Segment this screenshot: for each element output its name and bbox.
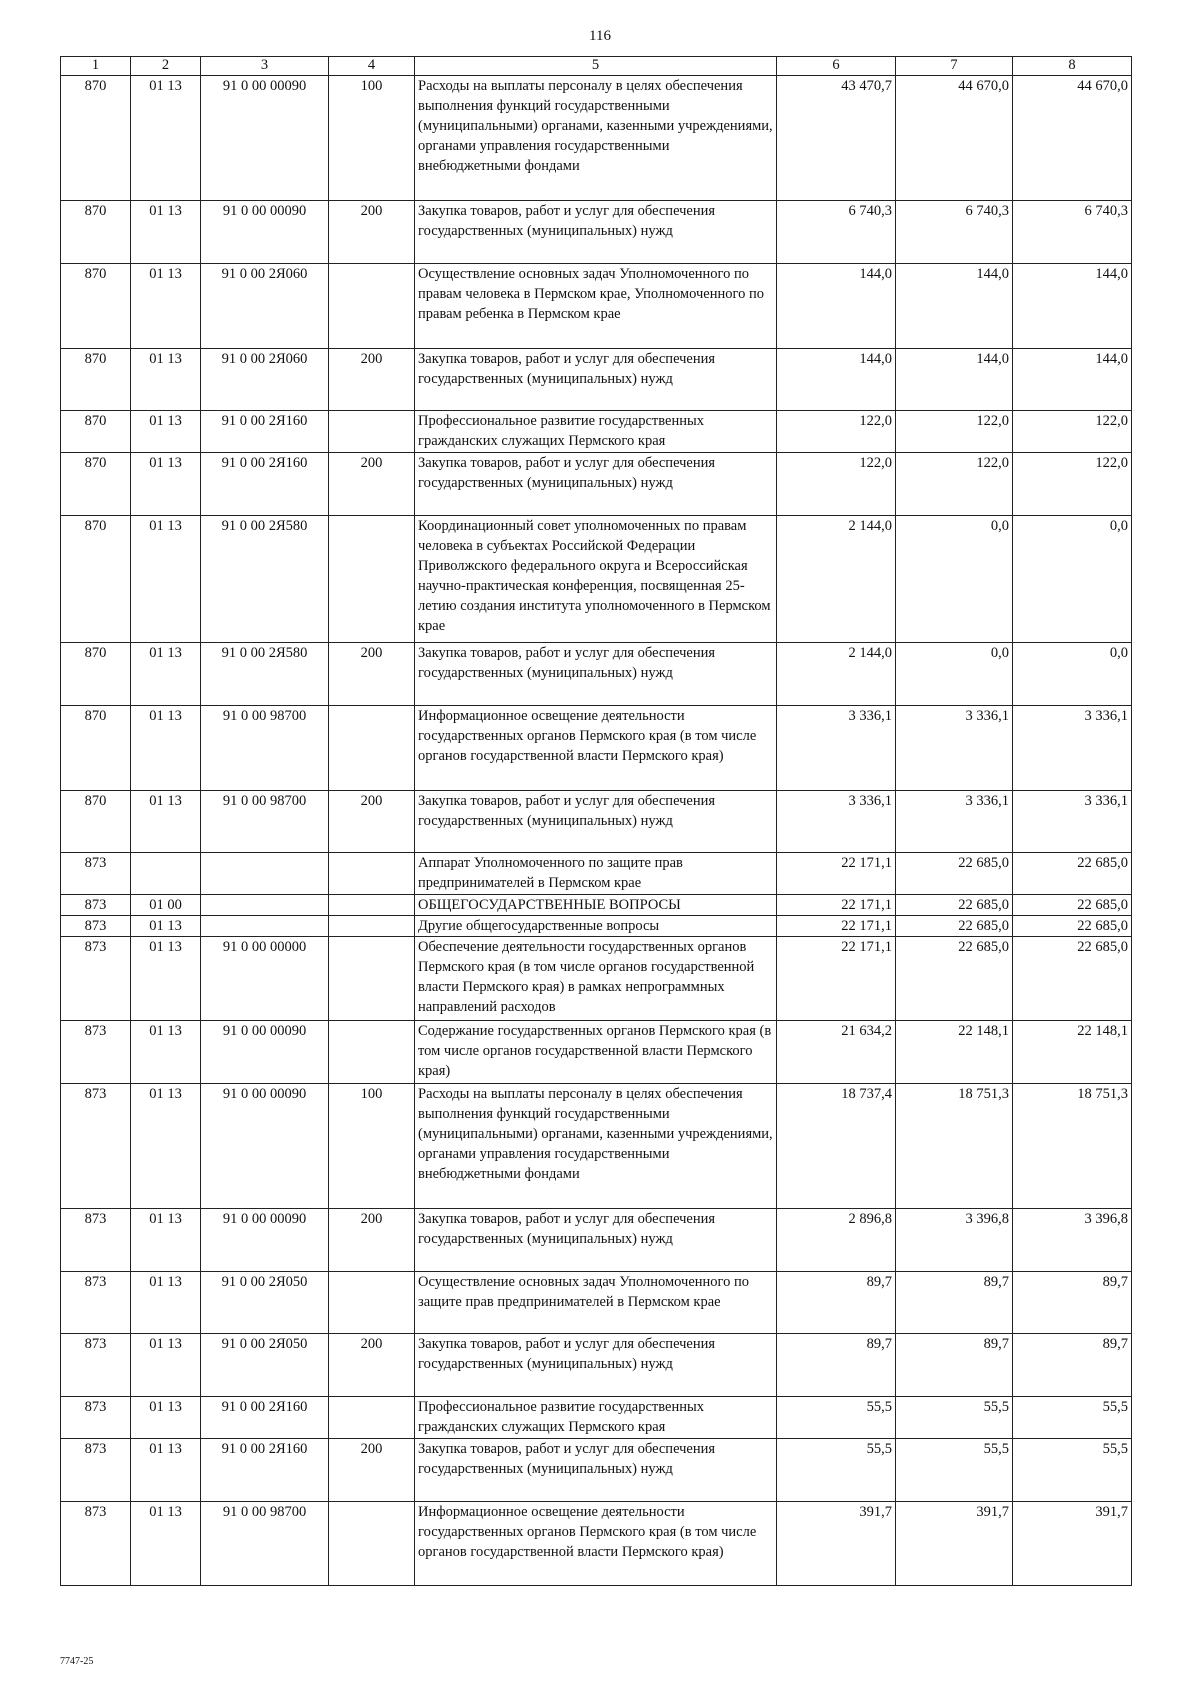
amount-cell-7: 44 670,0 [896, 76, 1013, 201]
table-row [61, 411, 1132, 453]
header-cell: 6 [777, 57, 896, 76]
table-row [61, 264, 1132, 349]
expense-type-cell [329, 895, 415, 916]
table-row [61, 453, 1132, 516]
amount-cell-6: 22 171,1 [777, 853, 896, 895]
expense-type-cell: 200 [329, 453, 415, 516]
expense-type-cell [329, 916, 415, 937]
expense-type-cell: 200 [329, 1439, 415, 1502]
section-code-cell: 01 13 [131, 791, 201, 853]
amount-cell-8: 3 336,1 [1013, 706, 1132, 791]
expense-type-cell: 200 [329, 349, 415, 411]
amount-cell-8: 3 336,1 [1013, 791, 1132, 853]
table-row [61, 853, 1132, 895]
target-article-cell: 91 0 00 98700 [201, 706, 329, 791]
amount-cell-6: 22 171,1 [777, 916, 896, 937]
target-article-cell: 91 0 00 00090 [201, 1209, 329, 1272]
section-code-cell: 01 13 [131, 1084, 201, 1209]
table-row [61, 1397, 1132, 1439]
amount-cell-8: 122,0 [1013, 411, 1132, 453]
target-article-cell [201, 895, 329, 916]
expense-type-cell: 200 [329, 201, 415, 264]
ministry-code-cell: 870 [61, 453, 131, 516]
table-row [61, 1502, 1132, 1586]
amount-cell-7: 55,5 [896, 1439, 1013, 1502]
page-number: 116 [589, 28, 611, 44]
expense-type-cell [329, 853, 415, 895]
ministry-code-cell: 873 [61, 1272, 131, 1334]
expense-type-cell: 100 [329, 76, 415, 201]
expense-type-cell: 100 [329, 1084, 415, 1209]
amount-cell-7: 3 396,8 [896, 1209, 1013, 1272]
header-cell: 2 [131, 57, 201, 76]
amount-cell-6: 2 144,0 [777, 643, 896, 706]
amount-cell-7: 89,7 [896, 1272, 1013, 1334]
table-row [61, 895, 1132, 916]
expense-type-cell [329, 1502, 415, 1586]
expense-type-cell [329, 706, 415, 791]
table-row [61, 1334, 1132, 1397]
amount-cell-6: 391,7 [777, 1502, 896, 1586]
amount-cell-6: 2 144,0 [777, 516, 896, 643]
amount-cell-7: 55,5 [896, 1397, 1013, 1439]
ministry-code-cell: 873 [61, 853, 131, 895]
ministry-code-cell: 873 [61, 1084, 131, 1209]
header-cell: 1 [61, 57, 131, 76]
description-cell: Осуществление основных задач Уполномоченного по защите прав предпринимателей в Пермском крае [415, 1272, 777, 1334]
amount-cell-7: 6 740,3 [896, 201, 1013, 264]
target-article-cell: 91 0 00 2Я060 [201, 349, 329, 411]
amount-cell-6: 55,5 [777, 1397, 896, 1439]
amount-cell-8: 55,5 [1013, 1439, 1132, 1502]
table-row [61, 201, 1132, 264]
description-cell: Информационное освещение деятельности государственных органов Пермского края (в том числе органов государственной власти Пермского края) [415, 1502, 777, 1586]
description-cell: Профессиональное развитие государственных гражданских служащих Пермского края [415, 411, 777, 453]
target-article-cell: 91 0 00 98700 [201, 791, 329, 853]
expense-type-cell: 200 [329, 791, 415, 853]
section-code-cell: 01 13 [131, 264, 201, 349]
amount-cell-8: 144,0 [1013, 349, 1132, 411]
target-article-cell: 91 0 00 00090 [201, 1021, 329, 1084]
target-article-cell: 91 0 00 2Я160 [201, 411, 329, 453]
ministry-code-cell: 870 [61, 264, 131, 349]
section-code-cell: 01 13 [131, 453, 201, 516]
section-code-cell: 01 13 [131, 516, 201, 643]
amount-cell-6: 43 470,7 [777, 76, 896, 201]
amount-cell-6: 122,0 [777, 453, 896, 516]
section-code-cell: 01 13 [131, 349, 201, 411]
table-row [61, 791, 1132, 853]
section-code-cell: 01 13 [131, 1334, 201, 1397]
table-row [61, 76, 1132, 201]
table-row [61, 516, 1132, 643]
expense-type-cell [329, 1272, 415, 1334]
section-code-cell: 01 13 [131, 643, 201, 706]
amount-cell-8: 89,7 [1013, 1272, 1132, 1334]
target-article-cell: 91 0 00 00090 [201, 201, 329, 264]
expense-type-cell: 200 [329, 1334, 415, 1397]
amount-cell-7: 144,0 [896, 264, 1013, 349]
budget-table [60, 56, 1132, 1586]
description-cell: Закупка товаров, работ и услуг для обеспечения государственных (муниципальных) нужд [415, 643, 777, 706]
section-code-cell: 01 13 [131, 1439, 201, 1502]
amount-cell-8: 89,7 [1013, 1334, 1132, 1397]
ministry-code-cell: 870 [61, 516, 131, 643]
expense-type-cell [329, 516, 415, 643]
ministry-code-cell: 873 [61, 1397, 131, 1439]
ministry-code-cell: 873 [61, 1502, 131, 1586]
ministry-code-cell: 870 [61, 706, 131, 791]
ministry-code-cell: 873 [61, 1021, 131, 1084]
amount-cell-7: 22 685,0 [896, 916, 1013, 937]
amount-cell-6: 55,5 [777, 1439, 896, 1502]
description-cell: Информационное освещение деятельности государственных органов Пермского края (в том числе органов государственной власти Пермского края) [415, 706, 777, 791]
ministry-code-cell: 870 [61, 643, 131, 706]
amount-cell-6: 89,7 [777, 1272, 896, 1334]
amount-cell-8: 3 396,8 [1013, 1209, 1132, 1272]
target-article-cell: 91 0 00 2Я160 [201, 453, 329, 516]
amount-cell-7: 22 685,0 [896, 895, 1013, 916]
amount-cell-8: 55,5 [1013, 1397, 1132, 1439]
table-row [61, 1209, 1132, 1272]
amount-cell-6: 2 896,8 [777, 1209, 896, 1272]
ministry-code-cell: 873 [61, 1439, 131, 1502]
target-article-cell: 91 0 00 2Я160 [201, 1439, 329, 1502]
target-article-cell: 91 0 00 00090 [201, 76, 329, 201]
description-cell: Расходы на выплаты персоналу в целях обеспечения выполнения функций государственными (муниципальными) органами, казенными учреждениями, органами управления государственными внебюджетными фондами [415, 1084, 777, 1209]
description-cell: Другие общегосударственные вопросы [415, 916, 777, 937]
amount-cell-7: 3 336,1 [896, 706, 1013, 791]
table-row [61, 916, 1132, 937]
section-code-cell: 01 13 [131, 916, 201, 937]
amount-cell-7: 3 336,1 [896, 791, 1013, 853]
expense-type-cell [329, 411, 415, 453]
target-article-cell [201, 853, 329, 895]
description-cell: Закупка товаров, работ и услуг для обеспечения государственных (муниципальных) нужд [415, 453, 777, 516]
ministry-code-cell: 870 [61, 791, 131, 853]
amount-cell-8: 122,0 [1013, 453, 1132, 516]
table-row [61, 937, 1132, 1021]
description-cell: Закупка товаров, работ и услуг для обеспечения государственных (муниципальных) нужд [415, 1209, 777, 1272]
description-cell: Аппарат Уполномоченного по защите прав предпринимателей в Пермском крае [415, 853, 777, 895]
amount-cell-8: 0,0 [1013, 516, 1132, 643]
amount-cell-8: 22 685,0 [1013, 916, 1132, 937]
description-cell: Профессиональное развитие государственных гражданских служащих Пермского края [415, 1397, 777, 1439]
amount-cell-7: 122,0 [896, 411, 1013, 453]
amount-cell-8: 22 685,0 [1013, 937, 1132, 1021]
expense-type-cell [329, 937, 415, 1021]
table-body [61, 76, 1132, 1586]
amount-cell-8: 22 685,0 [1013, 853, 1132, 895]
amount-cell-7: 18 751,3 [896, 1084, 1013, 1209]
amount-cell-6: 89,7 [777, 1334, 896, 1397]
target-article-cell [201, 916, 329, 937]
description-cell: Закупка товаров, работ и услуг для обеспечения государственных (муниципальных) нужд [415, 349, 777, 411]
amount-cell-7: 391,7 [896, 1502, 1013, 1586]
amount-cell-7: 122,0 [896, 453, 1013, 516]
description-cell: Обеспечение деятельности государственных органов Пермского края (в том числе органов государственной власти Пермского края) в рамках непрограммных направлений расходов [415, 937, 777, 1021]
section-code-cell: 01 13 [131, 1209, 201, 1272]
header-row [61, 57, 1132, 76]
amount-cell-6: 22 171,1 [777, 895, 896, 916]
target-article-cell: 91 0 00 98700 [201, 1502, 329, 1586]
ministry-code-cell: 873 [61, 937, 131, 1021]
expense-type-cell [329, 1397, 415, 1439]
description-cell: Расходы на выплаты персоналу в целях обеспечения выполнения функций государственными (муниципальными) органами, казенными учреждениями, органами управления государственными внебюджетными фондами [415, 76, 777, 201]
amount-cell-8: 22 685,0 [1013, 895, 1132, 916]
section-code-cell: 01 13 [131, 937, 201, 1021]
header-cell: 7 [896, 57, 1013, 76]
amount-cell-6: 3 336,1 [777, 791, 896, 853]
table-row [61, 1439, 1132, 1502]
target-article-cell: 91 0 00 2Я580 [201, 643, 329, 706]
section-code-cell: 01 13 [131, 1021, 201, 1084]
section-code-cell: 01 13 [131, 1272, 201, 1334]
header-cell: 5 [415, 57, 777, 76]
section-code-cell: 01 13 [131, 76, 201, 201]
amount-cell-7: 22 685,0 [896, 937, 1013, 1021]
section-code-cell: 01 13 [131, 1502, 201, 1586]
section-code-cell: 01 13 [131, 706, 201, 791]
document-code: 7747-25 [60, 1656, 94, 1667]
amount-cell-7: 89,7 [896, 1334, 1013, 1397]
target-article-cell: 91 0 00 2Я060 [201, 264, 329, 349]
amount-cell-8: 22 148,1 [1013, 1021, 1132, 1084]
section-code-cell [131, 853, 201, 895]
ministry-code-cell: 870 [61, 201, 131, 264]
amount-cell-6: 22 171,1 [777, 937, 896, 1021]
expense-type-cell [329, 1021, 415, 1084]
amount-cell-6: 6 740,3 [777, 201, 896, 264]
amount-cell-8: 44 670,0 [1013, 76, 1132, 201]
ministry-code-cell: 870 [61, 411, 131, 453]
amount-cell-6: 18 737,4 [777, 1084, 896, 1209]
amount-cell-7: 144,0 [896, 349, 1013, 411]
ministry-code-cell: 870 [61, 76, 131, 201]
header-cell: 8 [1013, 57, 1132, 76]
amount-cell-7: 22 685,0 [896, 853, 1013, 895]
description-cell: ОБЩЕГОСУДАРСТВЕННЫЕ ВОПРОСЫ [415, 895, 777, 916]
amount-cell-6: 144,0 [777, 264, 896, 349]
header-cell: 3 [201, 57, 329, 76]
description-cell: Закупка товаров, работ и услуг для обеспечения государственных (муниципальных) нужд [415, 1334, 777, 1397]
amount-cell-8: 6 740,3 [1013, 201, 1132, 264]
amount-cell-8: 0,0 [1013, 643, 1132, 706]
amount-cell-7: 0,0 [896, 516, 1013, 643]
ministry-code-cell: 873 [61, 916, 131, 937]
amount-cell-7: 22 148,1 [896, 1021, 1013, 1084]
description-cell: Осуществление основных задач Уполномоченного по правам человека в Пермском крае, Уполномоченного по правам ребенка в Пермском крае [415, 264, 777, 349]
expense-type-cell: 200 [329, 643, 415, 706]
target-article-cell: 91 0 00 2Я160 [201, 1397, 329, 1439]
amount-cell-8: 18 751,3 [1013, 1084, 1132, 1209]
description-cell: Координационный совет уполномоченных по правам человека в субъектах Российской Федерации Приволжского федерального округа и Всероссийская научно-практическая конференция, посвященная 25-летию создания института уполномоченного в Пермском крае [415, 516, 777, 643]
ministry-code-cell: 873 [61, 1209, 131, 1272]
target-article-cell: 91 0 00 2Я580 [201, 516, 329, 643]
amount-cell-6: 122,0 [777, 411, 896, 453]
table-row [61, 643, 1132, 706]
table-row [61, 706, 1132, 791]
ministry-code-cell: 873 [61, 895, 131, 916]
description-cell: Закупка товаров, работ и услуг для обеспечения государственных (муниципальных) нужд [415, 201, 777, 264]
target-article-cell: 91 0 00 00090 [201, 1084, 329, 1209]
amount-cell-6: 3 336,1 [777, 706, 896, 791]
table-row [61, 1272, 1132, 1334]
amount-cell-8: 144,0 [1013, 264, 1132, 349]
section-code-cell: 01 13 [131, 411, 201, 453]
section-code-cell: 01 13 [131, 1397, 201, 1439]
amount-cell-8: 391,7 [1013, 1502, 1132, 1586]
table-row [61, 1021, 1132, 1084]
amount-cell-7: 0,0 [896, 643, 1013, 706]
amount-cell-6: 144,0 [777, 349, 896, 411]
section-code-cell: 01 13 [131, 201, 201, 264]
expense-type-cell [329, 264, 415, 349]
amount-cell-6: 21 634,2 [777, 1021, 896, 1084]
expense-type-cell: 200 [329, 1209, 415, 1272]
description-cell: Содержание государственных органов Пермского края (в том числе органов государственной власти Пермского края) [415, 1021, 777, 1084]
table-row [61, 349, 1132, 411]
header-cell: 4 [329, 57, 415, 76]
target-article-cell: 91 0 00 00000 [201, 937, 329, 1021]
table-row [61, 1084, 1132, 1209]
section-code-cell: 01 00 [131, 895, 201, 916]
description-cell: Закупка товаров, работ и услуг для обеспечения государственных (муниципальных) нужд [415, 1439, 777, 1502]
target-article-cell: 91 0 00 2Я050 [201, 1334, 329, 1397]
target-article-cell: 91 0 00 2Я050 [201, 1272, 329, 1334]
description-cell: Закупка товаров, работ и услуг для обеспечения государственных (муниципальных) нужд [415, 791, 777, 853]
ministry-code-cell: 873 [61, 1334, 131, 1397]
ministry-code-cell: 870 [61, 349, 131, 411]
